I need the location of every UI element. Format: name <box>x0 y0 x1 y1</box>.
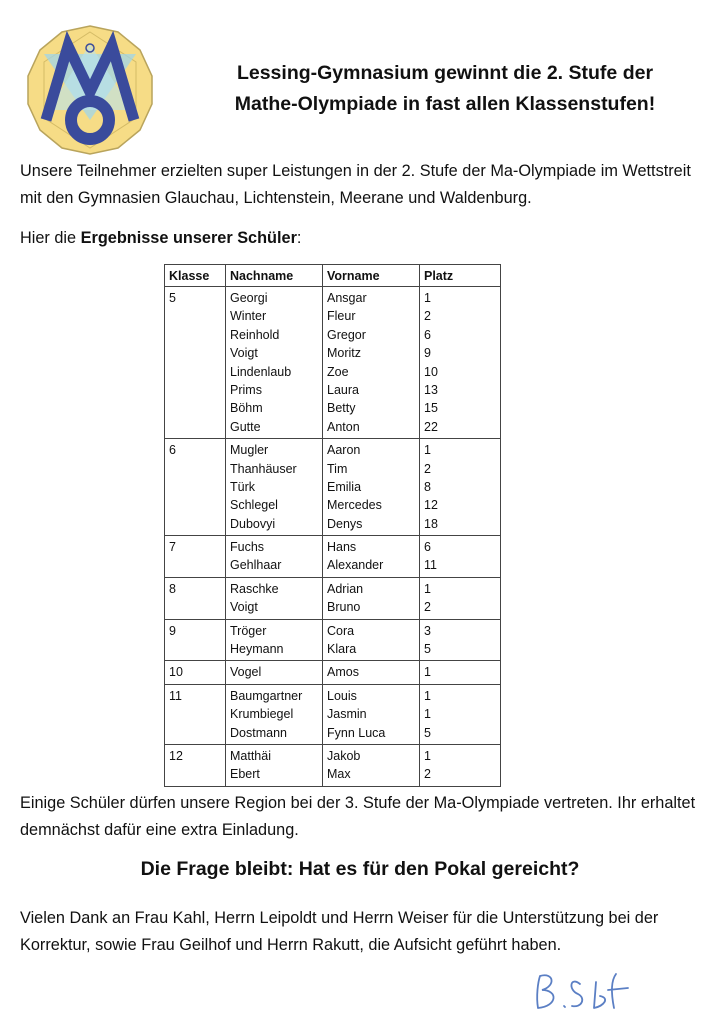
vorname-value: Emilia <box>327 479 362 494</box>
platz-value: 6 <box>424 540 431 555</box>
headline-line-2: Mathe-Olympiade in fast allen Klassenstufen! <box>234 93 656 115</box>
cell-vorname <box>323 439 420 536</box>
platz-value: 2 <box>424 767 431 782</box>
nachname-value: Voigt <box>230 346 258 361</box>
results-intro <box>20 225 710 252</box>
vorname-value: Mercedes <box>327 498 382 513</box>
vorname-value: Bruno <box>327 600 361 615</box>
klasse-value: 7 <box>169 540 176 555</box>
platz-value: 11 <box>424 558 437 573</box>
table-row <box>165 744 501 786</box>
nachname-value: Türk <box>230 479 255 494</box>
table-row <box>165 684 501 744</box>
cell-klasse <box>165 744 226 786</box>
klasse-value: 10 <box>169 665 183 680</box>
signature-stroke <box>537 974 628 1008</box>
cell-vorname <box>323 287 420 439</box>
vorname-value: Anton <box>327 419 360 434</box>
cell-klasse <box>165 536 226 578</box>
table-row <box>165 619 501 661</box>
signature <box>528 968 648 1018</box>
cell-nachname <box>226 287 323 439</box>
vorname-value: Jasmin <box>327 707 367 722</box>
platz-value: 1 <box>424 748 431 763</box>
vorname-value: Gregor <box>327 327 366 342</box>
cell-vorname <box>323 661 420 684</box>
cell-nachname <box>226 661 323 684</box>
vorname-value: Klara <box>327 642 357 657</box>
vorname-value: Laura <box>327 382 359 397</box>
vorname-value: Cora <box>327 623 355 638</box>
cell-klasse <box>165 619 226 661</box>
nachname-value: Mugler <box>230 443 269 458</box>
platz-value: 1 <box>424 707 431 722</box>
nachname-value: Böhm <box>230 401 263 416</box>
results-intro-prefix: Hier die <box>20 229 81 247</box>
nachname-value: Dostmann <box>230 725 287 740</box>
platz-value: 15 <box>424 401 438 416</box>
platz-value: 2 <box>424 461 431 476</box>
thanks-paragraph: Vielen Dank an Frau Kahl, Herrn Leipoldt und Herrn Weiser für die Unterstützung bei der Korrektur, sowie Frau Geilhof und Herrn Rakutt, die Aufsicht geführt haben. <box>20 909 659 954</box>
vorname-value: Fynn Luca <box>327 725 386 740</box>
table-row <box>165 577 501 619</box>
nachname-value: Gehlhaar <box>230 558 282 573</box>
header-vorname: Vorname <box>323 265 420 287</box>
vorname-value: Fleur <box>327 309 356 324</box>
platz-value: 8 <box>424 479 431 494</box>
vorname-value: Adrian <box>327 581 364 596</box>
table-row <box>165 287 501 439</box>
cell-platz <box>420 684 501 744</box>
vorname-value: Tim <box>327 461 348 476</box>
results-intro-suffix: : <box>296 229 302 247</box>
cell-nachname <box>226 619 323 661</box>
header-klasse: Klasse <box>165 265 226 287</box>
table-row <box>165 661 501 684</box>
cell-platz <box>420 744 501 786</box>
cell-vorname <box>323 536 420 578</box>
header-platz: Platz <box>420 265 501 287</box>
platz-value: 22 <box>424 419 438 434</box>
cell-klasse <box>165 684 226 744</box>
nachname-value: Lindenlaub <box>230 364 292 379</box>
nachname-value: Schlegel <box>230 498 278 513</box>
platz-value: 12 <box>424 498 438 513</box>
cell-nachname <box>226 536 323 578</box>
nachname-value: Prims <box>230 382 262 397</box>
cell-platz <box>420 619 501 661</box>
vorname-value: Jakob <box>327 748 361 763</box>
platz-value: 13 <box>424 382 438 397</box>
platz-value: 5 <box>424 725 431 740</box>
results-table <box>164 264 501 787</box>
cell-vorname <box>323 684 420 744</box>
vorname-value: Moritz <box>327 346 362 361</box>
klasse-value: 5 <box>169 291 176 305</box>
nachname-value: Raschke <box>230 581 279 596</box>
platz-value: 2 <box>424 309 431 324</box>
nachname-value: Baumgartner <box>230 688 303 703</box>
platz-value: 1 <box>424 443 431 458</box>
vorname-value: Alexander <box>327 558 384 573</box>
vorname-value: Hans <box>327 540 357 555</box>
cell-vorname <box>323 744 420 786</box>
platz-value: 10 <box>424 364 438 379</box>
nachname-value: Thanhäuser <box>230 461 297 476</box>
cell-platz <box>420 536 501 578</box>
intro-paragraph: Unsere Teilnehmer erzielten super Leistungen in der 2. Stufe der Ma-Olympiade im Wettstreit mit den Gymnasien Glauchau, Lichtenstein, Meerane und Waldenburg. <box>20 162 691 207</box>
nachname-value: Heymann <box>230 642 284 657</box>
cell-nachname <box>226 439 323 536</box>
cell-vorname <box>323 577 420 619</box>
table-row <box>165 439 501 536</box>
klasse-value: 11 <box>169 688 182 703</box>
headline <box>180 58 710 120</box>
nachname-value: Krumbiegel <box>230 707 294 722</box>
table-header-row <box>165 265 501 287</box>
nachname-value: Dubovyi <box>230 516 276 531</box>
platz-value: 1 <box>424 665 431 680</box>
cell-vorname <box>323 619 420 661</box>
question-heading: Die Frage bleibt: Hat es für den Pokal gereicht? <box>140 858 580 880</box>
cell-klasse <box>165 287 226 439</box>
vorname-value: Max <box>327 767 351 782</box>
vorname-value: Denys <box>327 516 363 531</box>
mathe-olympiade-logo <box>24 24 156 156</box>
platz-value: 1 <box>424 291 431 305</box>
nachname-value: Vogel <box>230 665 262 680</box>
results-body <box>165 287 501 787</box>
nachname-value: Gutte <box>230 419 261 434</box>
cell-nachname <box>226 577 323 619</box>
cell-nachname <box>226 684 323 744</box>
platz-value: 3 <box>424 623 431 638</box>
vorname-value: Amos <box>327 665 359 680</box>
klasse-value: 9 <box>169 623 176 638</box>
cell-platz <box>420 439 501 536</box>
cell-klasse <box>165 439 226 536</box>
nachname-value: Matthäi <box>230 748 271 763</box>
nachname-value: Ebert <box>230 767 260 782</box>
vorname-value: Louis <box>327 688 357 703</box>
platz-value: 2 <box>424 600 431 615</box>
nachname-value: Tröger <box>230 623 267 638</box>
nachname-value: Reinhold <box>230 327 280 342</box>
table-row <box>165 536 501 578</box>
nachname-value: Fuchs <box>230 540 265 555</box>
platz-value: 1 <box>424 688 431 703</box>
platz-value: 6 <box>424 327 431 342</box>
cell-nachname <box>226 744 323 786</box>
cell-platz <box>420 287 501 439</box>
nachname-value: Winter <box>230 309 267 324</box>
nachname-value: Voigt <box>230 600 258 615</box>
results-intro-bold: Ergebnisse unserer Schüler <box>80 229 297 247</box>
klasse-value: 12 <box>169 748 183 763</box>
header-nachname: Nachname <box>226 265 323 287</box>
headline-line-1: Lessing-Gymnasium gewinnt die 2. Stufe der <box>236 62 654 84</box>
vorname-value: Zoe <box>327 364 349 379</box>
vorname-value: Ansgar <box>327 291 367 305</box>
klasse-value: 8 <box>169 581 176 596</box>
cell-platz <box>420 661 501 684</box>
nachname-value: Georgi <box>230 291 268 305</box>
platz-value: 9 <box>424 346 431 361</box>
platz-value: 18 <box>424 516 438 531</box>
vorname-value: Betty <box>327 401 356 416</box>
cell-klasse <box>165 577 226 619</box>
outro-paragraph: Einige Schüler dürfen unsere Region bei der 3. Stufe der Ma-Olympiade vertreten. Ihr erhaltet demnächst dafür eine extra Einladung. <box>20 794 696 839</box>
klasse-value: 6 <box>169 443 176 458</box>
vorname-value: Aaron <box>327 443 361 458</box>
platz-value: 1 <box>424 581 431 596</box>
platz-value: 5 <box>424 642 431 657</box>
cell-klasse <box>165 661 226 684</box>
cell-platz <box>420 577 501 619</box>
